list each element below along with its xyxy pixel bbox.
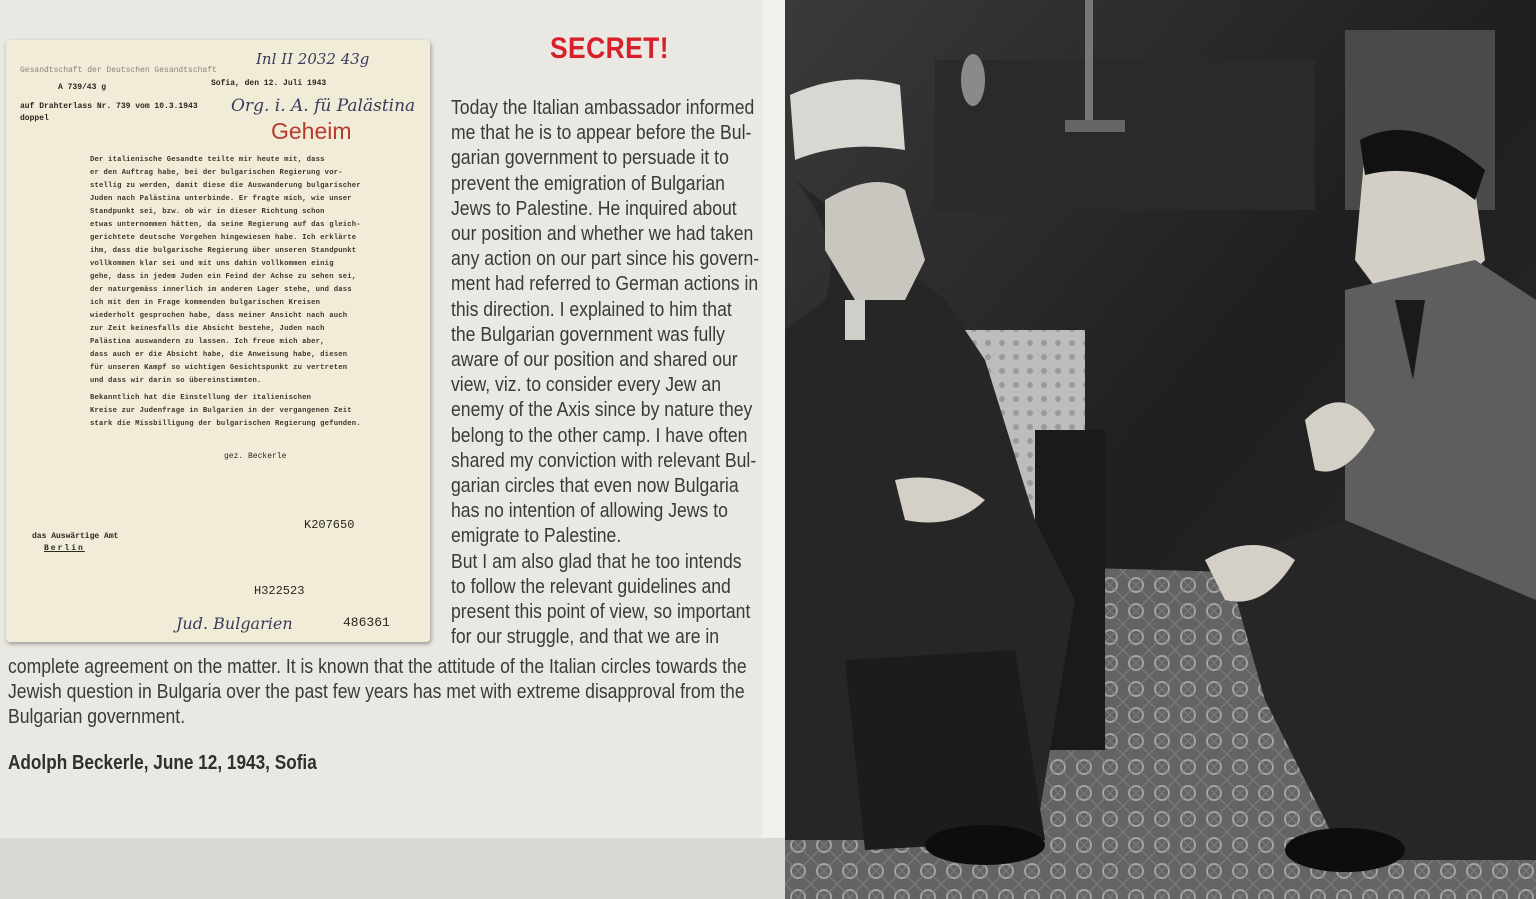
letter-doc-number: K207650 (304, 518, 355, 532)
translation-line: complete agreement on the matter. It is known that the attitude of the Italian circles towards the (8, 656, 747, 678)
translation-line: any action on our part since his govern- (451, 248, 760, 271)
translation-line: Jews to Palestine. He inquired about (451, 197, 737, 220)
panel-bottom-strip (0, 838, 785, 899)
letter-body-line: er den Auftrag habe, bei der bulgarischen Regierung vor- (90, 169, 343, 177)
secret-title: SECRET! (550, 32, 669, 65)
document-letter-image (6, 40, 430, 642)
geheim-stamp: Geheim (271, 118, 352, 144)
letter-body-line: Bekanntlich hat die Einstellung der italienischen (90, 394, 312, 402)
letter-file-number: A 739/43 g (58, 83, 107, 92)
translation-line: our position and whether we had taken (451, 223, 754, 246)
translation-line: present this point of view, so important (451, 601, 751, 624)
letter-body-line: gerichtete deutsche Vorgehen hingewiesen habe. Ich erklärte (90, 234, 357, 242)
letter-bottom-number-2: 486361 (343, 615, 390, 630)
translation-column (451, 96, 768, 650)
letter-body-line: und dass wir darin so übereinstimmten. (90, 377, 262, 385)
signature-line: Adolph Beckerle, June 12, 1943, Sofia (8, 752, 317, 774)
translation-line: But I am also glad that he too intends (451, 550, 742, 573)
translation-line: shared my conviction with relevant Bul- (451, 449, 757, 472)
letter-body-line: Palästina auswandern zu lassen. Ich freue mich aber, (90, 338, 325, 346)
letter-body-2 (90, 392, 420, 431)
letter-body-line: Standpunkt sei, bzw. ob wir in dieser Richtung schon (90, 208, 325, 216)
letter-bottom-number: H322523 (254, 584, 305, 598)
letter-body (90, 154, 420, 388)
handwritten-note: Org. i. A. fü Palästina (231, 96, 416, 116)
letter-body-line: Juden nach Palästina unterbinde. Er fragte mich, wie unser (90, 195, 352, 203)
translation-line: view, viz. to consider every Jew an (451, 374, 721, 397)
translation-line: the Bulgarian government was fully (451, 323, 725, 346)
translation-line: garian government to persuade it to (451, 147, 729, 170)
translation-line: this direction. I explained to him that (451, 298, 732, 321)
letter-bottom-handwriting: Jud. Bulgarien (176, 614, 293, 633)
translation-line: belong to the other camp. I have often (451, 424, 748, 447)
letter-body-line: Kreise zur Judenfrage in Bulgarien in der vergangenen Zeit (90, 407, 352, 415)
letter-body-line: ihm, dass die bulgarische Regierung über unseren Standpunkt (90, 247, 357, 255)
letter-body-line: zur Zeit keinesfalls die Absicht bestehe, Juden nach (90, 325, 325, 333)
translation-line: has no intention of allowing Jews to (451, 500, 728, 523)
translation-line: ment had referred to German actions in (451, 273, 759, 296)
letter-body-line: dass auch er die Absicht habe, die Anweisung habe, diesen (90, 351, 348, 359)
letter-body-line: vollkommen klar sei und mit uns dahin vollkommen einig (90, 260, 334, 268)
letter-body-line: stellig zu werden, damit diese die Auswanderung bulgarischer (90, 182, 361, 190)
letter-place-date: Sofia, den 12. Juli 1943 (211, 79, 327, 88)
letter-addressee-city: Berlin (44, 544, 85, 553)
letter-addressee: das Auswärtige Amt (32, 532, 119, 541)
letter-body-line: wiederholt gesprochen habe, dass meiner Ansicht nach auch (90, 312, 348, 320)
letter-body-line: ich mit den in Frage kommenden bulgarischen Kreisen (90, 299, 321, 307)
translation-line: Today the Italian ambassador informed (451, 97, 755, 119)
letter-body-line: gehe, dass in jedem Juden ein Feind der Achse zu sehen sei, (90, 273, 357, 281)
historical-photo (785, 0, 1536, 899)
translation-line: Jewish question in Bulgaria over the past few years has met with extreme disapproval from the (8, 681, 745, 703)
photo-illustration (785, 0, 1536, 899)
translation-line: garian circles that even now Bulgaria (451, 475, 739, 498)
letter-reference: auf Drahterlass Nr. 739 vom 10.3.1943 (20, 102, 198, 111)
translation-line: aware of our position and shared our (451, 349, 738, 372)
translation-line: for our struggle, and that we are in (451, 626, 720, 649)
translation-continued (8, 655, 765, 730)
translation-line: enemy of the Axis since by nature they (451, 399, 753, 422)
letter-body-line: Der italienische Gesandte teilte mir heute mit, dass (90, 156, 325, 164)
letter-header: Gesandtschaft der Deutschen Gesandtschaft (20, 66, 217, 75)
letter-signed: gez. Beckerle (224, 452, 287, 461)
translation-line: emigrate to Palestine. (451, 525, 622, 548)
translation-line: prevent the emigration of Bulgarian (451, 172, 725, 195)
letter-ref-number: Inl II 2032 43g (256, 50, 370, 68)
letter-reference2: doppel (20, 114, 49, 123)
translation-line: me that he is to appear before the Bul- (451, 122, 752, 145)
letter-body-line: etwas unternommen hätten, da seine Regierung auf das gleich- (90, 221, 361, 229)
letter-body-line: stark die Missbilligung der bulgarischen Regierung gefunden. (90, 420, 361, 428)
translation-line: Bulgarian government. (8, 706, 186, 728)
letter-body-line: für unseren Kampf so wichtigen Gesichtspunkt zu vertreten (90, 364, 348, 372)
translation-line: to follow the relevant guidelines and (451, 575, 731, 598)
letter-body-line: der naturgemäss innerlich im anderen Lager stehe, und dass (90, 286, 352, 294)
